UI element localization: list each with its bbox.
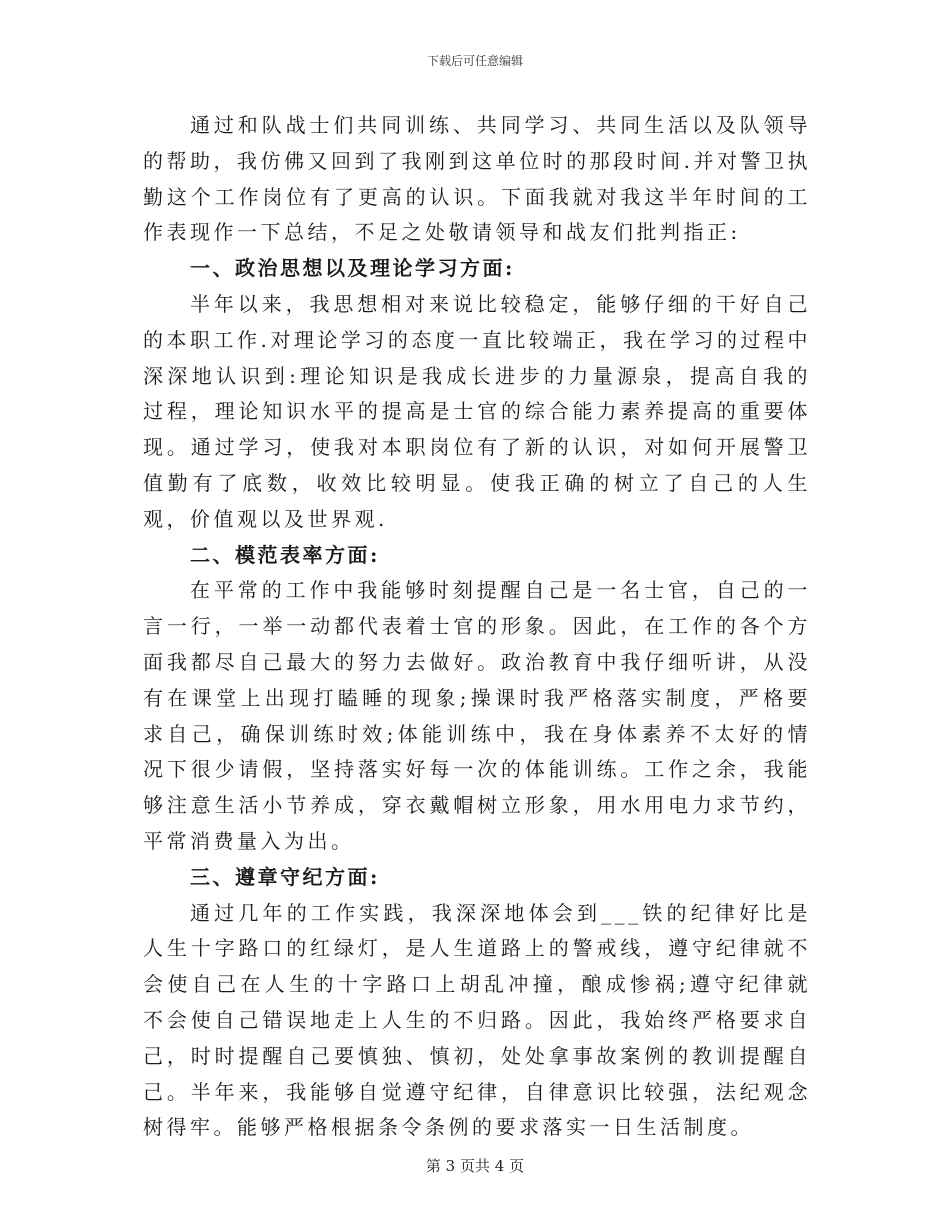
page-number: 第 3 页共 4 页	[425, 1157, 525, 1175]
intro-paragraph: 通过和队战士们共同训练、共同学习、共同生活以及队领导的帮助，我仿佛又回到了我刚到这单位时的那段时间.并对警卫执勤这个工作岗位有了更高的认识。下面我就对我这半年时间的工作表现作一下总结，不足之处敬请领导和战友们批判指正:	[143, 113, 811, 245]
section-paragraph-discipline: 通过几年的工作实践，我深深地体会到___铁的纪律好比是人生十字路口的红绿灯，是人生道路上的警戒线，遵守纪律就不会使自己在人生的十字路口上胡乱冲撞，酿成惨祸;遵守纪律就不会使自己错误地走上人生的不归路。因此，我始终严格要求自己，时时提醒自己要慎独、慎初，处处拿事故案例的教训提醒自己。半年来，我能够自觉遵守纪律，自律意识比较强，法纪观念树得牢。能够严格根据条令条例的要求落实一日生活制度。	[143, 900, 811, 1140]
section-heading-political: 一、政治思想以及理论学习方面:	[190, 256, 515, 281]
section-paragraph-exemplary: 在平常的工作中我能够时刻提醒自己是一名士官，自己的一言一行，一举一动都代表着士官的形象。因此，在工作的各个方面我都尽自己最大的努力去做好。政治教育中我仔细听讲，从没有在课堂上出现打瞌睡的现象;操课时我严格落实制度，严格要求自己，确保训练时效;体能训练中，我在身体素养不太好的情况下很少请假，坚持落实好每一次的体能训练。工作之余，我能够注意生活小节养成，穿衣戴帽树立形象，用水用电力求节约，平常消费量入为出。	[143, 578, 811, 853]
section-heading-exemplary: 二、模范表率方面:	[190, 542, 380, 567]
section-paragraph-political: 半年以来，我思想相对来说比较稳定，能够仔细的干好自己的本职工作.对理论学习的态度一直比较端正，我在学习的过程中深深地认识到:理论知识是我成长进步的力量源泉，提高自我的过程，理论知识水平的提高是士官的综合能力素养提高的重要体现。通过学习，使我对本职岗位有了新的认识，对如何开展警卫值勤有了底数，收效比较明显。使我正确的树立了自己的人生观，价值观以及世界观.	[143, 291, 811, 531]
document-body	[143, 108, 811, 1146]
page-header: 下载后可任意编辑	[426, 54, 523, 68]
section-heading-discipline: 三、遵章守纪方面:	[190, 864, 380, 889]
